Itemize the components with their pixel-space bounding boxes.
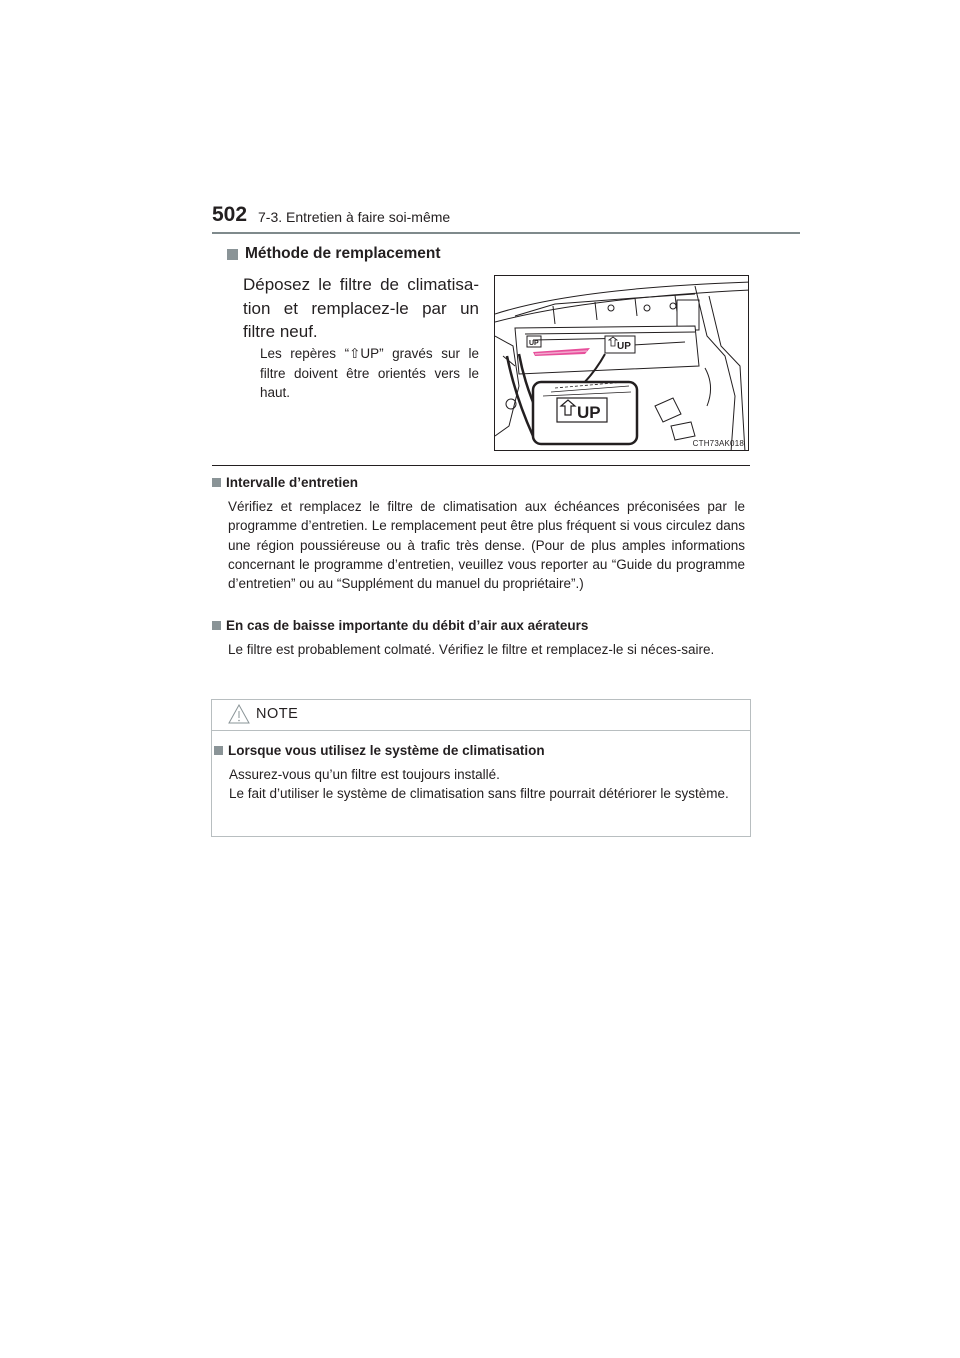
method-heading-text: Méthode de remplacement [245,245,441,262]
airflow-text: Le filtre est probablement colmaté. Vérifiez le filtre et remplacez-le si néces-saire. [228,642,715,657]
header-rule [212,232,800,234]
filter-illustration [494,275,749,451]
notice-title-row [212,700,750,731]
filter-label-small: UP [529,340,539,347]
method-instruction: Déposez le filtre de climatisa-tion et remplacez-le par un filtre neuf. [243,275,479,341]
notice-line-2: Le fait d’utiliser le système de climatisation sans filtre pourrait détériorer le système. [229,786,729,802]
interval-heading-text: Intervalle d’entretien [226,475,359,490]
method-heading [227,245,441,263]
section-divider [212,465,750,466]
interval-heading [212,475,358,490]
notice-title: NOTE [256,706,299,722]
section-title: 7-3. Entretien à faire soi-même [258,209,451,225]
notice-heading [214,743,545,758]
notice-line-1: Assurez-vous qu’un filtre est toujours installé. [229,767,500,782]
notice-box [211,699,751,837]
square-bullet-icon [212,621,221,630]
filter-label-large: UP [577,403,601,422]
square-bullet-icon [227,249,238,260]
square-bullet-icon [212,478,221,487]
notice-text [229,765,741,804]
figure-code: CTH73AK018 [692,439,744,448]
airflow-heading-text: En cas de baisse importante du débit d’air aux aérateurs [226,618,589,633]
notice-heading-text: Lorsque vous utilisez le système de climatisation [228,743,545,758]
interval-text: Vérifiez et remplacez le filtre de climatisation aux échéances préconisées par le programme d’entretien. Le remplacement peut être plus fréquent si vous circulez dans une région poussiéreuse ou à trafic très dense. (Pour de plus amples informations concernant le programme d’entretien, veuillez vous reporter au “Guide du programme d’entretien” ou au “Supplément du manuel du propriétaire”.) [228,499,745,592]
airflow-heading [212,618,588,633]
warning-triangle-icon [228,704,250,724]
page-number: 502 [212,203,248,226]
square-bullet-icon [214,746,223,755]
method-note: Les repères “⇧UP” gravés sur le filtre doivent être orientés vers le haut. [260,346,479,400]
filter-drawing [495,276,749,451]
filter-label-medium: UP [617,341,631,352]
